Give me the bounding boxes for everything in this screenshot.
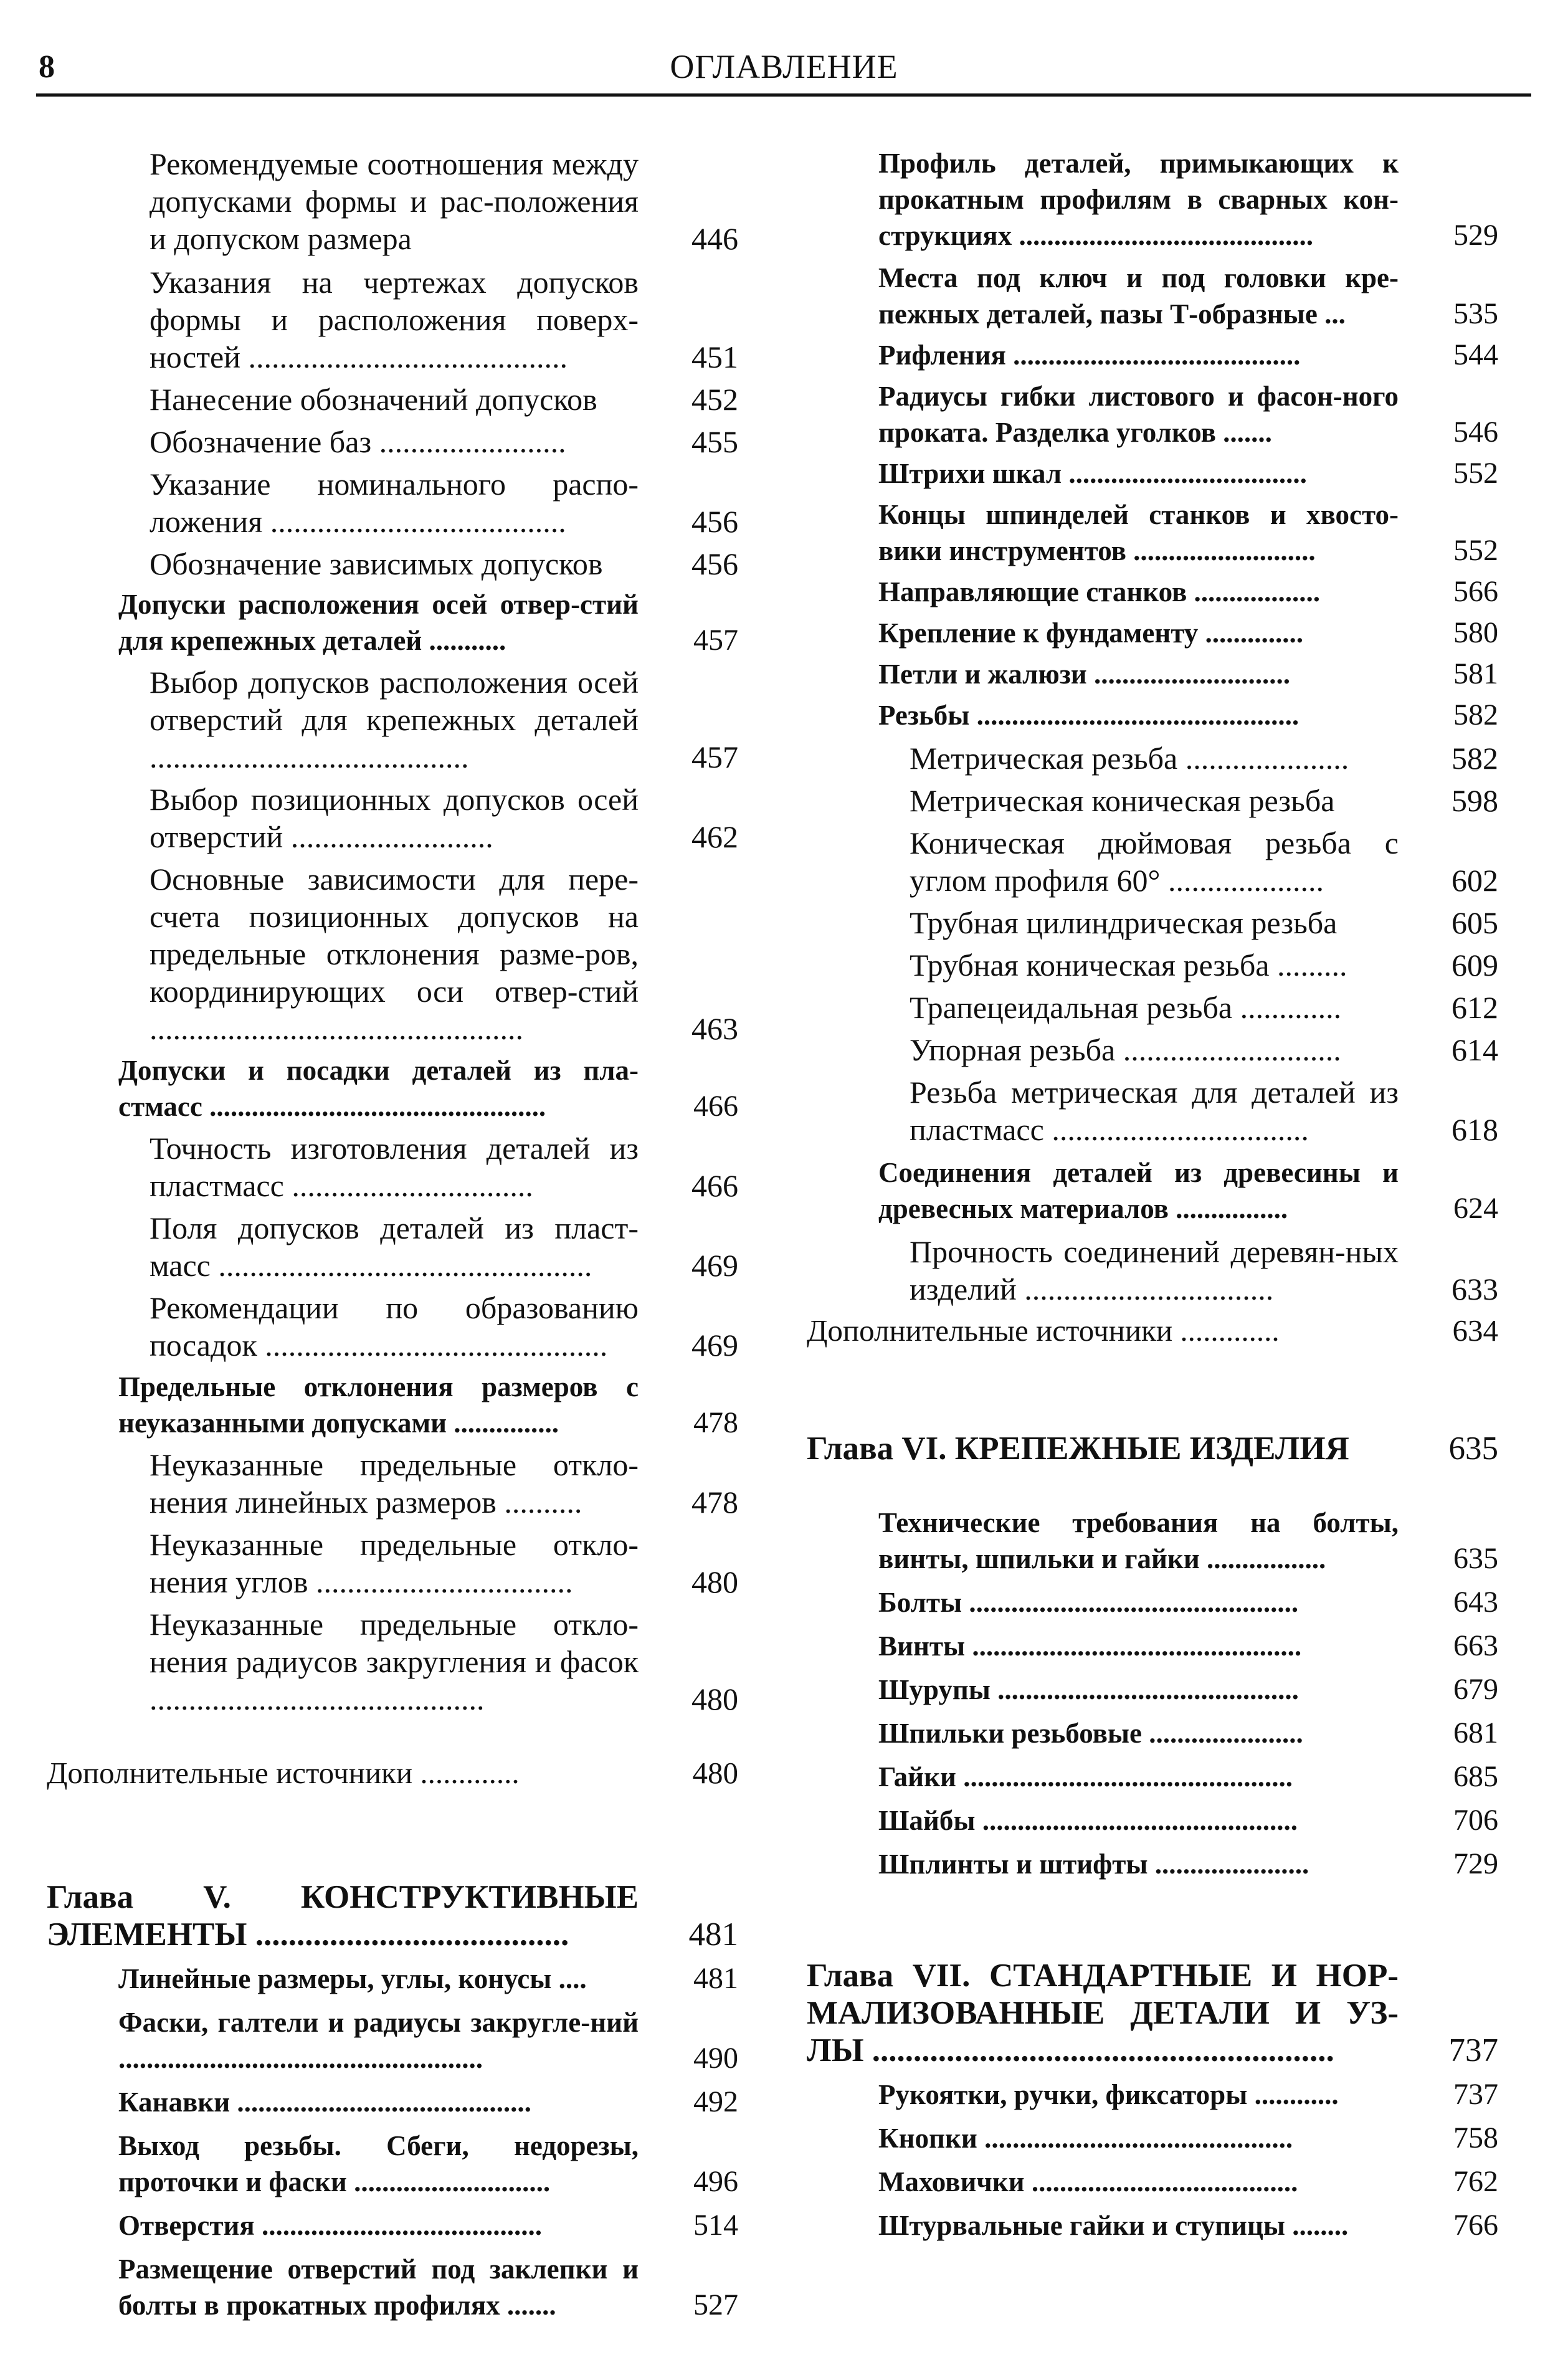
- toc-entry-page: 463: [691, 1011, 738, 1046]
- toc-entry-title: Винты ...............................................: [878, 1630, 1302, 1662]
- toc-entry: [807, 740, 1498, 777]
- toc-entry-page: 566: [1453, 575, 1498, 608]
- toc-chapter: [807, 1957, 1498, 2069]
- toc-entry-page: 614: [1452, 1032, 1498, 1067]
- toc-entry: [807, 337, 1498, 373]
- toc-entry-page: 481: [693, 1962, 738, 1995]
- toc-entry-page: 456: [691, 546, 738, 581]
- toc-right-column: [807, 140, 1498, 2244]
- toc-entry: [807, 260, 1498, 332]
- toc-entry-title: Метрическая коническая резьба: [910, 783, 1335, 818]
- toc-entry-page: 609: [1452, 948, 1498, 983]
- toc-entry-title: Глава V. КОНСТРУКТИВНЫЕ ЭЛЕМЕНТЫ ......................................: [47, 1879, 639, 1953]
- toc-entry-page: 580: [1453, 616, 1498, 649]
- toc-entry: [807, 1031, 1498, 1069]
- toc-entry-title: Основные зависимости для пере-счета позиционных допусков на предельные отклонения разме-ров, координирующих оси отвер-стий ................................................: [150, 862, 639, 1046]
- toc-entry: [807, 2120, 1498, 2156]
- toc-entry-page: 544: [1453, 338, 1498, 371]
- toc-entry-page: 456: [691, 504, 738, 539]
- toc-entry-title: Размещение отверстий под заклепки и болты в прокатных профилях .......: [118, 2254, 639, 2321]
- header-rule: [36, 93, 1531, 97]
- toc-entry-title: Обозначение зависимых допусков: [150, 546, 603, 581]
- toc-entry: [47, 1209, 738, 1284]
- toc-entry-page: 457: [691, 740, 738, 774]
- toc-entry-title: Канавки ..........................................: [118, 2087, 531, 2118]
- toc-entry-page: 452: [691, 382, 738, 417]
- toc-entry-title: Трубная коническая резьба .........: [910, 948, 1347, 983]
- toc-entry-title: Направляющие станков ..................: [878, 576, 1321, 607]
- toc-entry-title: Концы шпинделей станков и хвосто-вики инструментов ..........................: [878, 499, 1399, 566]
- toc-entry-page: 729: [1453, 1847, 1498, 1880]
- toc-entry: [807, 656, 1498, 692]
- toc-entry-title: Шпильки резьбовые ......................: [878, 1718, 1303, 1749]
- toc-entry: [47, 2084, 738, 2120]
- toc-entry-title: Поля допусков деталей из пласт-масс ................................................: [150, 1211, 639, 1283]
- toc-entry-page: 535: [1453, 297, 1498, 330]
- toc-entry: [807, 697, 1498, 733]
- toc-entry-title: Места под ключ и под головки кре-пежных деталей, пазы Т-образные ...: [878, 262, 1399, 330]
- toc-entry-page: 480: [691, 1682, 738, 1716]
- toc-entry-page: 462: [691, 819, 738, 854]
- toc-entry-title: Дополнительные источники .............: [47, 1756, 520, 1790]
- toc-entry-title: Штрихи шкал ..................................: [878, 458, 1307, 489]
- toc-entry-page: 451: [691, 340, 738, 374]
- toc-entry-page: 737: [1453, 2078, 1498, 2111]
- toc-entry: [47, 2207, 738, 2244]
- toc-entry-page: 681: [1453, 1716, 1498, 1749]
- toc-entry: [807, 2077, 1498, 2113]
- toc-entry: [807, 1846, 1498, 1882]
- toc-entry-title: Соединения деталей из древесины и древесных материалов ................: [878, 1157, 1399, 1224]
- toc-entry-page: 633: [1452, 1272, 1498, 1306]
- toc-entry: [807, 497, 1498, 569]
- toc-entry: [807, 782, 1498, 819]
- toc-entry-page: 706: [1453, 1804, 1498, 1837]
- toc-entry-title: Допуски и посадки деталей из пла-стмасс ................................................: [118, 1055, 639, 1122]
- toc-entry-title: Дополнительные источники .............: [807, 1313, 1280, 1348]
- toc-entry-title: Неуказанные предельные откло-нения радиусов закругления и фасок ...........................................: [150, 1607, 639, 1716]
- toc-entry-title: Метрическая резьба .....................: [910, 741, 1349, 776]
- toc-entry: [807, 1628, 1498, 1664]
- toc-entry: [47, 423, 738, 460]
- toc-entry-page: 455: [691, 424, 738, 459]
- toc-entry-page: 582: [1452, 741, 1498, 776]
- toc-entry-title: Кнопки ............................................: [878, 2123, 1293, 2154]
- toc-entry-page: 478: [691, 1485, 738, 1520]
- toc-entry: [47, 1052, 738, 1125]
- toc-entry-page: 514: [693, 2209, 738, 2242]
- toc-entry: [47, 465, 738, 540]
- page-number: 8: [39, 49, 55, 85]
- toc-entry-title: Штурвальные гайки и ступицы ........: [878, 2210, 1349, 2241]
- toc-entry-page: 490: [693, 2042, 738, 2075]
- toc-entry: [807, 1584, 1498, 1621]
- toc-entry-title: Выход резьбы. Сбеги, недорезы, проточки и фаски ............................: [118, 2130, 639, 2197]
- toc-entry-title: Рифления .........................................: [878, 340, 1301, 371]
- toc-entry-page: 635: [1448, 1430, 1498, 1467]
- toc-entry-title: Указание номинального распо-ложения ......................................: [150, 467, 639, 539]
- toc-entry-page: 663: [1453, 1629, 1498, 1662]
- toc-entry-page: 478: [693, 1406, 738, 1439]
- toc-entry-page: 612: [1452, 990, 1498, 1025]
- toc-entry: [807, 574, 1498, 610]
- toc-entry: [47, 381, 738, 418]
- toc-entry: [807, 1313, 1498, 1349]
- toc-entry-page: 529: [1453, 219, 1498, 252]
- toc-entry-title: Фаски, галтели и радиусы закругле-ний ....................................................: [118, 2007, 639, 2074]
- toc-entry: [47, 1289, 738, 1364]
- toc-entry-title: Шайбы .............................................: [878, 1805, 1298, 1836]
- toc-entry: [47, 1526, 738, 1601]
- toc-entry: [47, 1961, 738, 1997]
- toc-entry-page: 527: [693, 2288, 738, 2321]
- toc-chapter: [47, 1878, 738, 1953]
- toc-entry: [807, 455, 1498, 492]
- toc-entry-title: Петли и жалюзи ............................: [878, 659, 1290, 690]
- toc-entry-page: 496: [693, 2165, 738, 2198]
- toc-entry-page: 624: [1453, 1192, 1498, 1225]
- toc-entry-page: 679: [1453, 1673, 1498, 1706]
- toc-entry-title: Выбор позиционных допусков осей отверстий ..........................: [150, 782, 639, 854]
- toc-entry-page: 685: [1453, 1760, 1498, 1793]
- toc-entry-title: Крепление к фундаменту ..............: [878, 617, 1304, 649]
- toc-entry-title: Трапецеидальная резьба .............: [910, 990, 1342, 1025]
- toc-entry-page: 605: [1452, 905, 1498, 940]
- toc-entry: [47, 586, 738, 659]
- toc-entry-title: Точность изготовления деталей из пластмасс ...............................: [150, 1131, 639, 1203]
- toc-entry: [47, 1755, 738, 1791]
- toc-entry: [47, 145, 738, 257]
- toc-entry: [807, 2207, 1498, 2244]
- toc-entry-title: Резьбы ..............................................: [878, 700, 1300, 731]
- toc-entry-title: Рукоятки, ручки, фиксаторы ............: [878, 2079, 1339, 2110]
- toc-entry-title: Резьба метрическая для деталей из пластмасс .................................: [910, 1075, 1399, 1147]
- toc-entry: [807, 378, 1498, 450]
- toc-entry-title: Болты ...............................................: [878, 1587, 1299, 1618]
- toc-entry-page: 480: [692, 1756, 738, 1790]
- toc-entry-title: Упорная резьба ............................: [910, 1032, 1341, 1067]
- toc-entry-page: 546: [1453, 416, 1498, 449]
- toc-entry-page: 492: [693, 2085, 738, 2118]
- toc-entry: [807, 1672, 1498, 1708]
- toc-entry-page: 552: [1453, 457, 1498, 490]
- toc-entry: [807, 145, 1498, 254]
- toc-entry-page: 766: [1453, 2209, 1498, 2242]
- toc-entry: [47, 264, 738, 376]
- toc-entry-title: Рекомендуемые соотношения между допусками формы и рас-положения и допуском размера: [150, 146, 639, 256]
- toc-entry: [807, 1802, 1498, 1839]
- toc-entry-page: 643: [1453, 1586, 1498, 1619]
- toc-entry-title: Нанесение обозначений допусков: [150, 382, 597, 417]
- toc-entry-page: 634: [1452, 1313, 1498, 1348]
- toc-entry-title: Линейные размеры, углы, конусы ....: [118, 1963, 587, 1994]
- toc-entry-title: Прочность соединений деревян-ных изделий ................................: [910, 1234, 1399, 1306]
- toc-entry-title: Указания на чертежах допусков формы и расположения поверх-ностей .........................................: [150, 265, 639, 374]
- toc-entry: [47, 781, 738, 855]
- toc-entry-title: Трубная цилиндрическая резьба: [910, 905, 1338, 940]
- toc-entry: [47, 2128, 738, 2200]
- toc-entry: [807, 1759, 1498, 1795]
- toc-entry: [807, 1233, 1498, 1308]
- toc-entry-page: 582: [1453, 698, 1498, 731]
- toc-entry-page: 737: [1448, 2032, 1498, 2068]
- toc-entry-page: 762: [1453, 2165, 1498, 2198]
- toc-entry-page: 466: [693, 1090, 738, 1123]
- toc-entry-page: 602: [1452, 863, 1498, 898]
- toc-entry-page: 618: [1452, 1112, 1498, 1147]
- toc-entry-title: Неуказанные предельные откло-нения линейных размеров ..........: [150, 1447, 639, 1520]
- toc-entry: [47, 860, 738, 1047]
- toc-entry-title: Глава VII. СТАНДАРТНЫЕ И НОР-МАЛИЗОВАННЫЕ ДЕТАЛИ И УЗ-ЛЫ ........................................................: [807, 1958, 1399, 2068]
- toc-entry-title: Неуказанные предельные откло-нения углов .................................: [150, 1527, 639, 1599]
- toc-entry: [47, 1130, 738, 1204]
- toc-entry-page: 446: [691, 221, 738, 256]
- toc-entry-title: Глава VI. КРЕПЕЖНЫЕ ИЗДЕЛИЯ: [807, 1430, 1349, 1467]
- toc-entry: [807, 1154, 1498, 1227]
- toc-entry-title: Рекомендации по образованию посадок ............................................: [150, 1290, 639, 1363]
- toc-entry: [47, 545, 738, 583]
- toc-entry: [807, 1715, 1498, 1751]
- toc-entry-title: Обозначение баз ........................: [150, 424, 566, 459]
- toc-entry-page: 469: [691, 1328, 738, 1363]
- toc-left-column: [47, 140, 738, 2323]
- toc-entry: [47, 664, 738, 776]
- toc-entry: [807, 946, 1498, 984]
- toc-entry-page: 598: [1452, 783, 1498, 818]
- toc-entry-page: 552: [1453, 534, 1498, 567]
- toc-entry-page: 480: [691, 1564, 738, 1599]
- toc-entry-title: Технические требования на болты, винты, шпильки и гайки .................: [878, 1507, 1399, 1574]
- toc-entry: [47, 1446, 738, 1521]
- toc-entry-title: Допуски расположения осей отвер-стий для крепежных деталей ...........: [118, 589, 639, 656]
- toc-entry-title: Выбор допусков расположения осей отверстий для крепежных деталей .........................................: [150, 665, 639, 774]
- toc-entry-page: 758: [1453, 2121, 1498, 2154]
- toc-entry-title: Предельные отклонения размеров с неуказанными допусками ...............: [118, 1371, 639, 1439]
- toc-entry-title: Шплинты и штифты ......................: [878, 1849, 1309, 1880]
- toc-entry-page: 635: [1453, 1542, 1498, 1575]
- toc-entry: [807, 2164, 1498, 2200]
- toc-entry: [807, 615, 1498, 651]
- toc-entry: [47, 1369, 738, 1441]
- toc-entry-title: Коническая дюймовая резьба с углом профиля 60° ....................: [910, 826, 1399, 898]
- toc-entry-title: Радиусы гибки листового и фасон-ного проката. Разделка уголков .......: [878, 381, 1399, 448]
- toc-entry: [807, 904, 1498, 941]
- running-title: ОГЛАВЛЕНИЕ: [670, 48, 898, 85]
- toc-entry: [47, 1606, 738, 1718]
- toc-entry: [47, 2004, 738, 2077]
- toc-entry: [807, 1505, 1498, 1577]
- toc-entry-page: 469: [691, 1248, 738, 1283]
- toc-entry-title: Профиль деталей, примыкающих к прокатным профилям в сварных кон-струкциях ..........................................: [878, 148, 1399, 251]
- toc-entry-title: Гайки ...............................................: [878, 1761, 1293, 1792]
- toc-entry-title: Маховички ......................................: [878, 2166, 1298, 2197]
- toc-entry-page: 466: [691, 1168, 738, 1203]
- toc-chapter: [807, 1430, 1498, 1467]
- toc-entry: [807, 824, 1498, 899]
- toc-entry: [807, 1073, 1498, 1148]
- toc-entry: [47, 2251, 738, 2323]
- toc-entry-page: 581: [1453, 657, 1498, 690]
- toc-entry-title: Шурупы ...........................................: [878, 1674, 1299, 1705]
- toc-entry-page: 481: [688, 1916, 738, 1953]
- toc-entry: [807, 989, 1498, 1026]
- toc-entry-title: Отверстия ........................................: [118, 2210, 543, 2241]
- toc-entry-page: 457: [693, 624, 738, 657]
